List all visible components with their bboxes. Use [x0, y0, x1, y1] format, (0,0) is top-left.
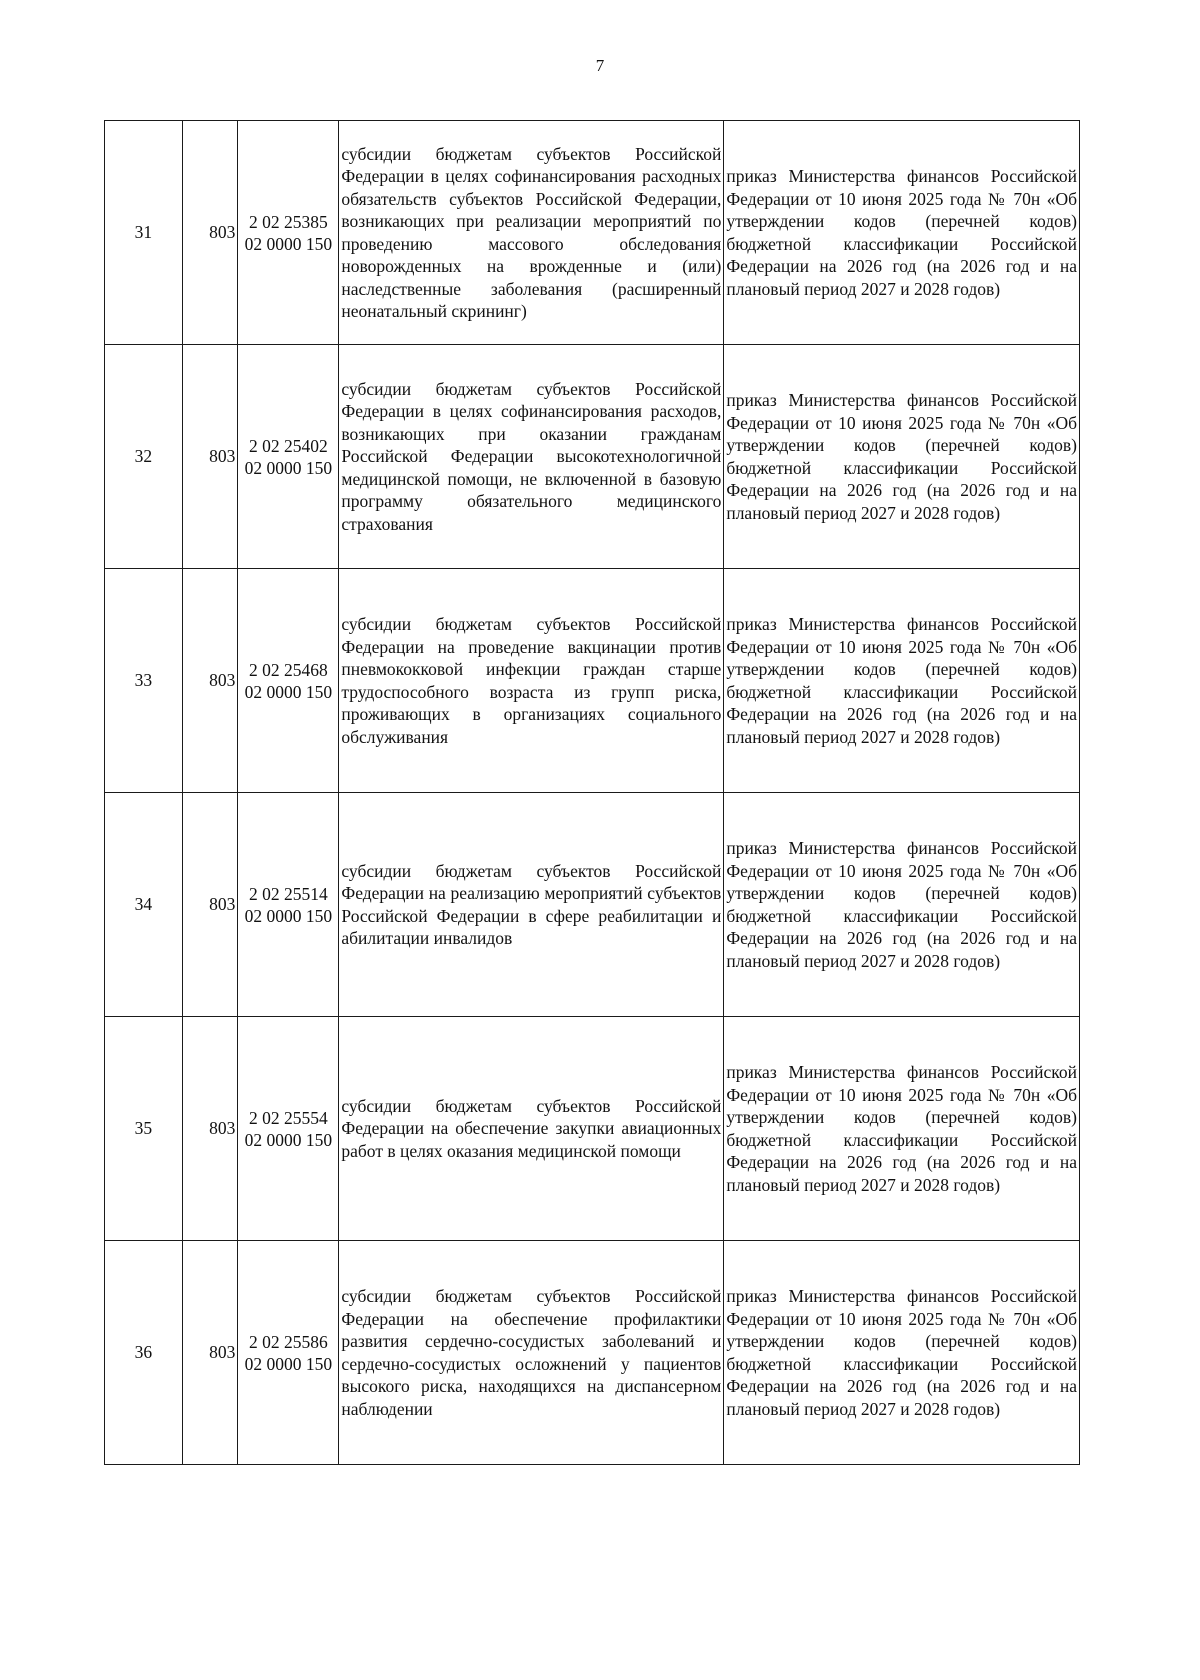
code-line-2: 02 0000 150: [244, 1353, 333, 1374]
income-name-cell: [339, 569, 724, 793]
administrator-code: 803: [182, 121, 238, 345]
legal-basis: приказ Министерства финансов Российской Федерации от 10 июня 2025 года № 70н «Об утверждении кодов (перечней кодов) бюджетной классификации Российской Федерации на 2026 год (на 2026 год и на плановый период 2027 и 2028 годов): [726, 614, 1077, 747]
code-line-2: 02 0000 150: [244, 681, 333, 702]
legal-basis: приказ Министерства финансов Российской Федерации от 10 июня 2025 года № 70н «Об утверждении кодов (перечней кодов) бюджетной классификации Российской Федерации на 2026 год (на 2026 год и на плановый период 2027 и 2028 годов): [726, 1286, 1077, 1419]
row-number: 32: [105, 345, 183, 569]
row-number: 36: [105, 1241, 183, 1465]
table-row: [105, 793, 1080, 1017]
code-line-1: 2 02 25385: [249, 211, 328, 232]
administrator-code: 803: [182, 345, 238, 569]
income-name: субсидии бюджетам субъектов Российской Федерации в целях софинансирования расходов, возникающих при оказании гражданам Российской Федерации высокотехнологичной медицинской помощи, не включенной в базовую программу обязательного медицинского страхования: [341, 378, 722, 534]
income-name-cell: [339, 1017, 724, 1241]
income-name: субсидии бюджетам субъектов Российской Федерации в целях софинансирования расходных обязательств субъектов Российской Федерации, возникающих при реализации мероприятий по проведению массового обследования новорожденных на врожденные и (или) наследственные заболевания (расширенный неонатальный скрининг): [341, 143, 722, 321]
administrator-code: 803: [182, 793, 238, 1017]
table-row: [105, 569, 1080, 793]
administrator-code: 803: [182, 1017, 238, 1241]
legal-basis: приказ Министерства финансов Российской Федерации от 10 июня 2025 года № 70н «Об утверждении кодов (перечней кодов) бюджетной классификации Российской Федерации на 2026 год (на 2026 год и на плановый период 2027 и 2028 годов): [726, 166, 1077, 299]
legal-basis: приказ Министерства финансов Российской Федерации от 10 июня 2025 года № 70н «Об утверждении кодов (перечней кодов) бюджетной классификации Российской Федерации на 2026 год (на 2026 год и на плановый период 2027 и 2028 годов): [726, 1062, 1077, 1195]
income-name: субсидии бюджетам субъектов Российской Федерации на обеспечение профилактики развития сердечно-сосудистых заболеваний и сердечно-сосудистых осложнений у пациентов высокого риска, находящихся на диспансерном наблюдении: [341, 1286, 722, 1419]
income-name-cell: [339, 345, 724, 569]
legal-basis-cell: [724, 345, 1080, 569]
legal-basis-cell: [724, 1017, 1080, 1241]
income-name-cell: [339, 793, 724, 1017]
row-number: 33: [105, 569, 183, 793]
administrator-code: 803: [182, 569, 238, 793]
budget-classification-code: [238, 1241, 339, 1465]
budget-classification-code: [238, 793, 339, 1017]
page-number: 7: [595, 56, 605, 75]
legal-basis-cell: [724, 793, 1080, 1017]
budget-classification-code: [238, 121, 339, 345]
income-name: субсидии бюджетам субъектов Российской Федерации на обеспечение закупки авиационных работ в целях оказания медицинской помощи: [341, 1095, 722, 1161]
legal-basis: приказ Министерства финансов Российской Федерации от 10 июня 2025 года № 70н «Об утверждении кодов (перечней кодов) бюджетной классификации Российской Федерации на 2026 год (на 2026 год и на плановый период 2027 и 2028 годов): [726, 390, 1077, 523]
row-number: 34: [105, 793, 183, 1017]
code-line-2: 02 0000 150: [244, 905, 333, 926]
budget-codes-table: [104, 120, 1080, 1465]
table-row: [105, 121, 1080, 345]
administrator-code: 803: [182, 1241, 238, 1465]
code-line-2: 02 0000 150: [244, 457, 333, 478]
code-line-1: 2 02 25514: [249, 883, 328, 904]
code-line-2: 02 0000 150: [244, 1129, 333, 1150]
code-line-1: 2 02 25554: [249, 1107, 328, 1128]
income-name-cell: [339, 121, 724, 345]
row-number: 35: [105, 1017, 183, 1241]
row-number: 31: [105, 121, 183, 345]
income-name: субсидии бюджетам субъектов Российской Федерации на реализацию мероприятий субъектов Российской Федерации в сфере реабилитации и абилитации инвалидов: [341, 860, 722, 948]
table-row: [105, 1241, 1080, 1465]
legal-basis: приказ Министерства финансов Российской Федерации от 10 июня 2025 года № 70н «Об утверждении кодов (перечней кодов) бюджетной классификации Российской Федерации на 2026 год (на 2026 год и на плановый период 2027 и 2028 годов): [726, 838, 1077, 971]
code-line-1: 2 02 25468: [249, 659, 328, 680]
budget-classification-code: [238, 569, 339, 793]
legal-basis-cell: [724, 1241, 1080, 1465]
table-row: [105, 345, 1080, 569]
table-row: [105, 1017, 1080, 1241]
code-line-1: 2 02 25402: [249, 435, 328, 456]
code-line-2: 02 0000 150: [244, 233, 333, 254]
legal-basis-cell: [724, 121, 1080, 345]
income-name: субсидии бюджетам субъектов Российской Федерации на проведение вакцинации против пневмококковой инфекции граждан старше трудоспособного возраста из групп риска, проживающих в организациях социального обслуживания: [341, 614, 722, 747]
budget-classification-code: [238, 345, 339, 569]
income-name-cell: [339, 1241, 724, 1465]
code-line-1: 2 02 25586: [249, 1331, 328, 1352]
legal-basis-cell: [724, 569, 1080, 793]
budget-classification-code: [238, 1017, 339, 1241]
